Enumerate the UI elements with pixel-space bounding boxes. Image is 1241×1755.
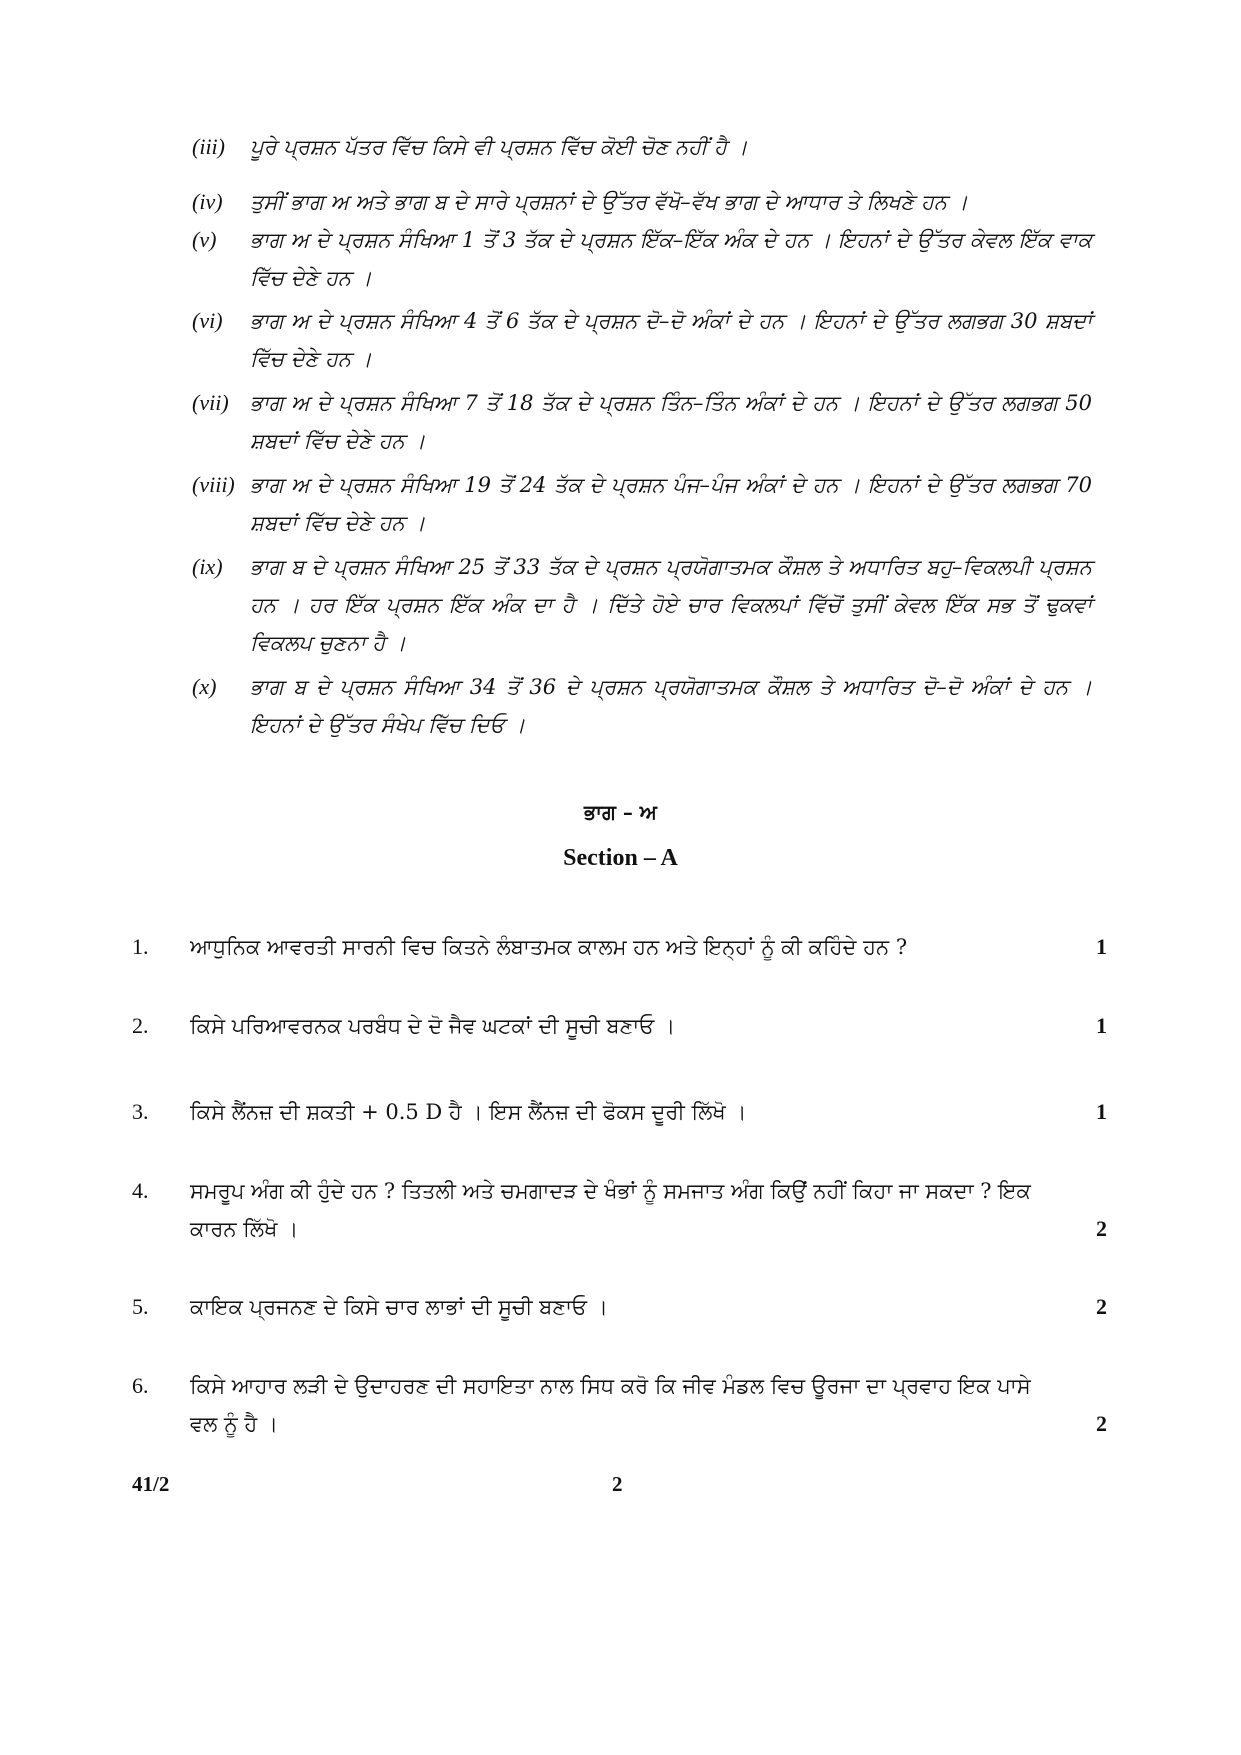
instruction-item	[192, 466, 1092, 542]
question-item	[132, 1172, 1107, 1248]
question-text: ਕਿਸੇ ਪਰਿਆਵਰਨਕ ਪਰਬੰਧ ਦੇ ਦੋ ਜੈਵ ਘਟਕਾਂ ਦੀ ਸੂਚੀ ਬਣਾਓ ।	[190, 1014, 676, 1038]
instruction-item	[192, 548, 1092, 662]
question-number: 4.	[132, 1178, 149, 1203]
instruction-number: (iii)	[192, 134, 225, 159]
instruction-text: ਪੂਰੇ ਪ੍ਰਸ਼ਨ ਪੱਤਰ ਵਿੱਚ ਕਿਸੇ ਵੀ ਪ੍ਰਸ਼ਨ ਵਿੱਚ ਕੋਈ ਚੋਣ ਨਹੀਂ ਹੈ ।	[250, 135, 748, 159]
instruction-text: ਭਾਗ ਬ ਦੇ ਪ੍ਰਸ਼ਨ ਸੰਖਿਆ 25 ਤੋਂ 33 ਤੱਕ ਦੇ ਪ੍ਰਸ਼ਨ ਪ੍ਰਯੋਗਾਤਮਕ ਕੌਸ਼ਲ ਤੇ ਅਧਾਰਿਤ ਬਹੁ–ਵਿਕਲਪੀ ਪ੍ਰਸ਼ਨ ਹਨ । ਹਰ ਇੱਕ ਪ੍ਰਸ਼ਨ ਇੱਕ ਅੰਕ ਦਾ ਹੈ । ਦਿੱਤੇ ਹੋਏ ਚਾਰ ਵਿਕਲਪਾਂ ਵਿੱਚੋਂ ਤੁਸੀਂ ਕੇਵਲ ਇੱਕ ਸਭ ਤੋਂ ਢੁਕਵਾਂ ਵਿਕਲਪ ਚੁਣਨਾ ਹੈ ।	[250, 555, 1092, 655]
question-number: 6.	[132, 1373, 149, 1398]
question-marks: 2	[1096, 1216, 1107, 1241]
instruction-item	[192, 302, 1092, 378]
instruction-item	[192, 128, 1092, 166]
section-heading-punjabi: ਭਾਗ – ਅ	[583, 800, 658, 824]
question-text: ਸਮਰੂਪ ਅੰਗ ਕੀ ਹੁੰਦੇ ਹਨ ? ਤਿਤਲੀ ਅਤੇ ਚਮਗਾਦੜ ਦੇ ਖੰਭਾਂ ਨੂੰ ਸਮਜਾਤ ਅੰਗ ਕਿਉਂ ਨਹੀਂ ਕਿਹਾ ਜਾ ਸਕਦਾ ? ਇਕ ਕਾਰਨ ਲਿੱਖੋ ।	[190, 1179, 1031, 1241]
question-marks: 1	[1096, 934, 1107, 959]
instruction-item	[192, 384, 1092, 460]
instruction-number: (iv)	[192, 189, 223, 214]
instruction-item	[192, 668, 1092, 744]
question-item	[132, 928, 1107, 966]
question-text: ਕਿਸੇ ਲੈਂਨਜ਼ ਦੀ ਸ਼ਕਤੀ + 0.5 D ਹੈ । ਇਸ ਲੈਂਨਜ਼ ਦੀ ਫੋਕਸ ਦੂਰੀ ਲਿੱਖੋ ।	[190, 1100, 747, 1124]
question-text: ਕਿਸੇ ਆਹਾਰ ਲੜੀ ਦੇ ਉਦਾਹਰਣ ਦੀ ਸਹਾਇਤਾ ਨਾਲ ਸਿਧ ਕਰੋ ਕਿ ਜੀਵ ਮੰਡਲ ਵਿਚ ਊਰਜਾ ਦਾ ਪ੍ਰਵਾਹ ਇਕ ਪਾਸੇ ਵਲ ਨੂੰ ਹੈ ।	[190, 1374, 1031, 1436]
question-number: 2.	[132, 1013, 149, 1038]
question-marks: 2	[1096, 1294, 1107, 1319]
page-number: 2	[612, 1472, 623, 1496]
instruction-number: (vii)	[192, 390, 229, 415]
question-item	[132, 1367, 1107, 1443]
instruction-text: ਭਾਗ ਬ ਦੇ ਪ੍ਰਸ਼ਨ ਸੰਖਿਆ 34 ਤੋਂ 36 ਦੇ ਪ੍ਰਸ਼ਨ ਪ੍ਰਯੋਗਾਤਮਕ ਕੌਸ਼ਲ ਤੇ ਅਧਾਰਿਤ ਦੋ–ਦੋ ਅੰਕਾਂ ਦੇ ਹਨ । ਇਹਨਾਂ ਦੇ ਉੱਤਰ ਸੰਖੇਪ ਵਿੱਚ ਦਿਓ ।	[250, 675, 1092, 737]
question-item	[132, 1288, 1107, 1326]
question-marks: 1	[1096, 1013, 1107, 1038]
paper-code: 41/2	[132, 1472, 170, 1496]
section-heading-english: Section – A	[563, 845, 678, 871]
instruction-text: ਤੁਸੀਂ ਭਾਗ ਅ ਅਤੇ ਭਾਗ ਬ ਦੇ ਸਾਰੇ ਪ੍ਰਸ਼ਨਾਂ ਦੇ ਉੱਤਰ ਵੱਖੋ–ਵੱਖ ਭਾਗ ਦੇ ਆਧਾਰ ਤੇ ਲਿਖਣੇ ਹਨ ।	[250, 190, 968, 214]
instruction-item	[192, 183, 1092, 221]
instruction-text: ਭਾਗ ਅ ਦੇ ਪ੍ਰਸ਼ਨ ਸੰਖਿਆ 19 ਤੋਂ 24 ਤੱਕ ਦੇ ਪ੍ਰਸ਼ਨ ਪੰਜ–ਪੰਜ ਅੰਕਾਂ ਦੇ ਹਨ । ਇਹਨਾਂ ਦੇ ਉੱਤਰ ਲਗਭਗ 70 ਸ਼ਬਦਾਂ ਵਿੱਚ ਦੇਣੇ ਹਨ ।	[250, 473, 1092, 535]
instruction-number: (ix)	[192, 554, 223, 579]
question-text: ਕਾਇਕ ਪ੍ਰਜਨਣ ਦੇ ਕਿਸੇ ਚਾਰ ਲਾਭਾਂ ਦੀ ਸੂਚੀ ਬਣਾਓ ।	[190, 1295, 608, 1319]
instruction-text: ਭਾਗ ਅ ਦੇ ਪ੍ਰਸ਼ਨ ਸੰਖਿਆ 4 ਤੋਂ 6 ਤੱਕ ਦੇ ਪ੍ਰਸ਼ਨ ਦੋ–ਦੋ ਅੰਕਾਂ ਦੇ ਹਨ । ਇਹਨਾਂ ਦੇ ਉੱਤਰ ਲਗਭਗ 30 ਸ਼ਬਦਾਂ ਵਿੱਚ ਦੇਣੇ ਹਨ ।	[250, 309, 1092, 371]
instruction-number: (viii)	[192, 472, 235, 497]
question-number: 5.	[132, 1294, 149, 1319]
question-marks: 2	[1096, 1411, 1107, 1436]
question-item	[132, 1007, 1107, 1045]
question-number: 1.	[132, 934, 149, 959]
instruction-text: ਭਾਗ ਅ ਦੇ ਪ੍ਰਸ਼ਨ ਸੰਖਿਆ 1 ਤੋਂ 3 ਤੱਕ ਦੇ ਪ੍ਰਸ਼ਨ ਇੱਕ–ਇੱਕ ਅੰਕ ਦੇ ਹਨ । ਇਹਨਾਂ ਦੇ ਉੱਤਰ ਕੇਵਲ ਇੱਕ ਵਾਕ ਵਿੱਚ ਦੇਣੇ ਹਨ ।	[250, 228, 1092, 290]
instruction-number: (x)	[192, 674, 217, 699]
instruction-number: (v)	[192, 227, 217, 252]
instruction-number: (vi)	[192, 308, 223, 333]
question-text: ਆਧੁਨਿਕ ਆਵਰਤੀ ਸਾਰਨੀ ਵਿਚ ਕਿਤਨੇ ਲੰਬਾਤਮਕ ਕਾਲਮ ਹਨ ਅਤੇ ਇਨ੍ਹਾਂ ਨੂੰ ਕੀ ਕਹਿੰਦੇ ਹਨ ?	[190, 935, 908, 959]
question-number: 3.	[132, 1099, 149, 1124]
question-item	[132, 1093, 1107, 1131]
question-marks: 1	[1096, 1099, 1107, 1124]
instruction-item	[192, 221, 1092, 297]
instruction-text: ਭਾਗ ਅ ਦੇ ਪ੍ਰਸ਼ਨ ਸੰਖਿਆ 7 ਤੋਂ 18 ਤੱਕ ਦੇ ਪ੍ਰਸ਼ਨ ਤਿੰਨ–ਤਿੰਨ ਅੰਕਾਂ ਦੇ ਹਨ । ਇਹਨਾਂ ਦੇ ਉੱਤਰ ਲਗਭਗ 50 ਸ਼ਬਦਾਂ ਵਿੱਚ ਦੇਣੇ ਹਨ ।	[250, 391, 1092, 453]
